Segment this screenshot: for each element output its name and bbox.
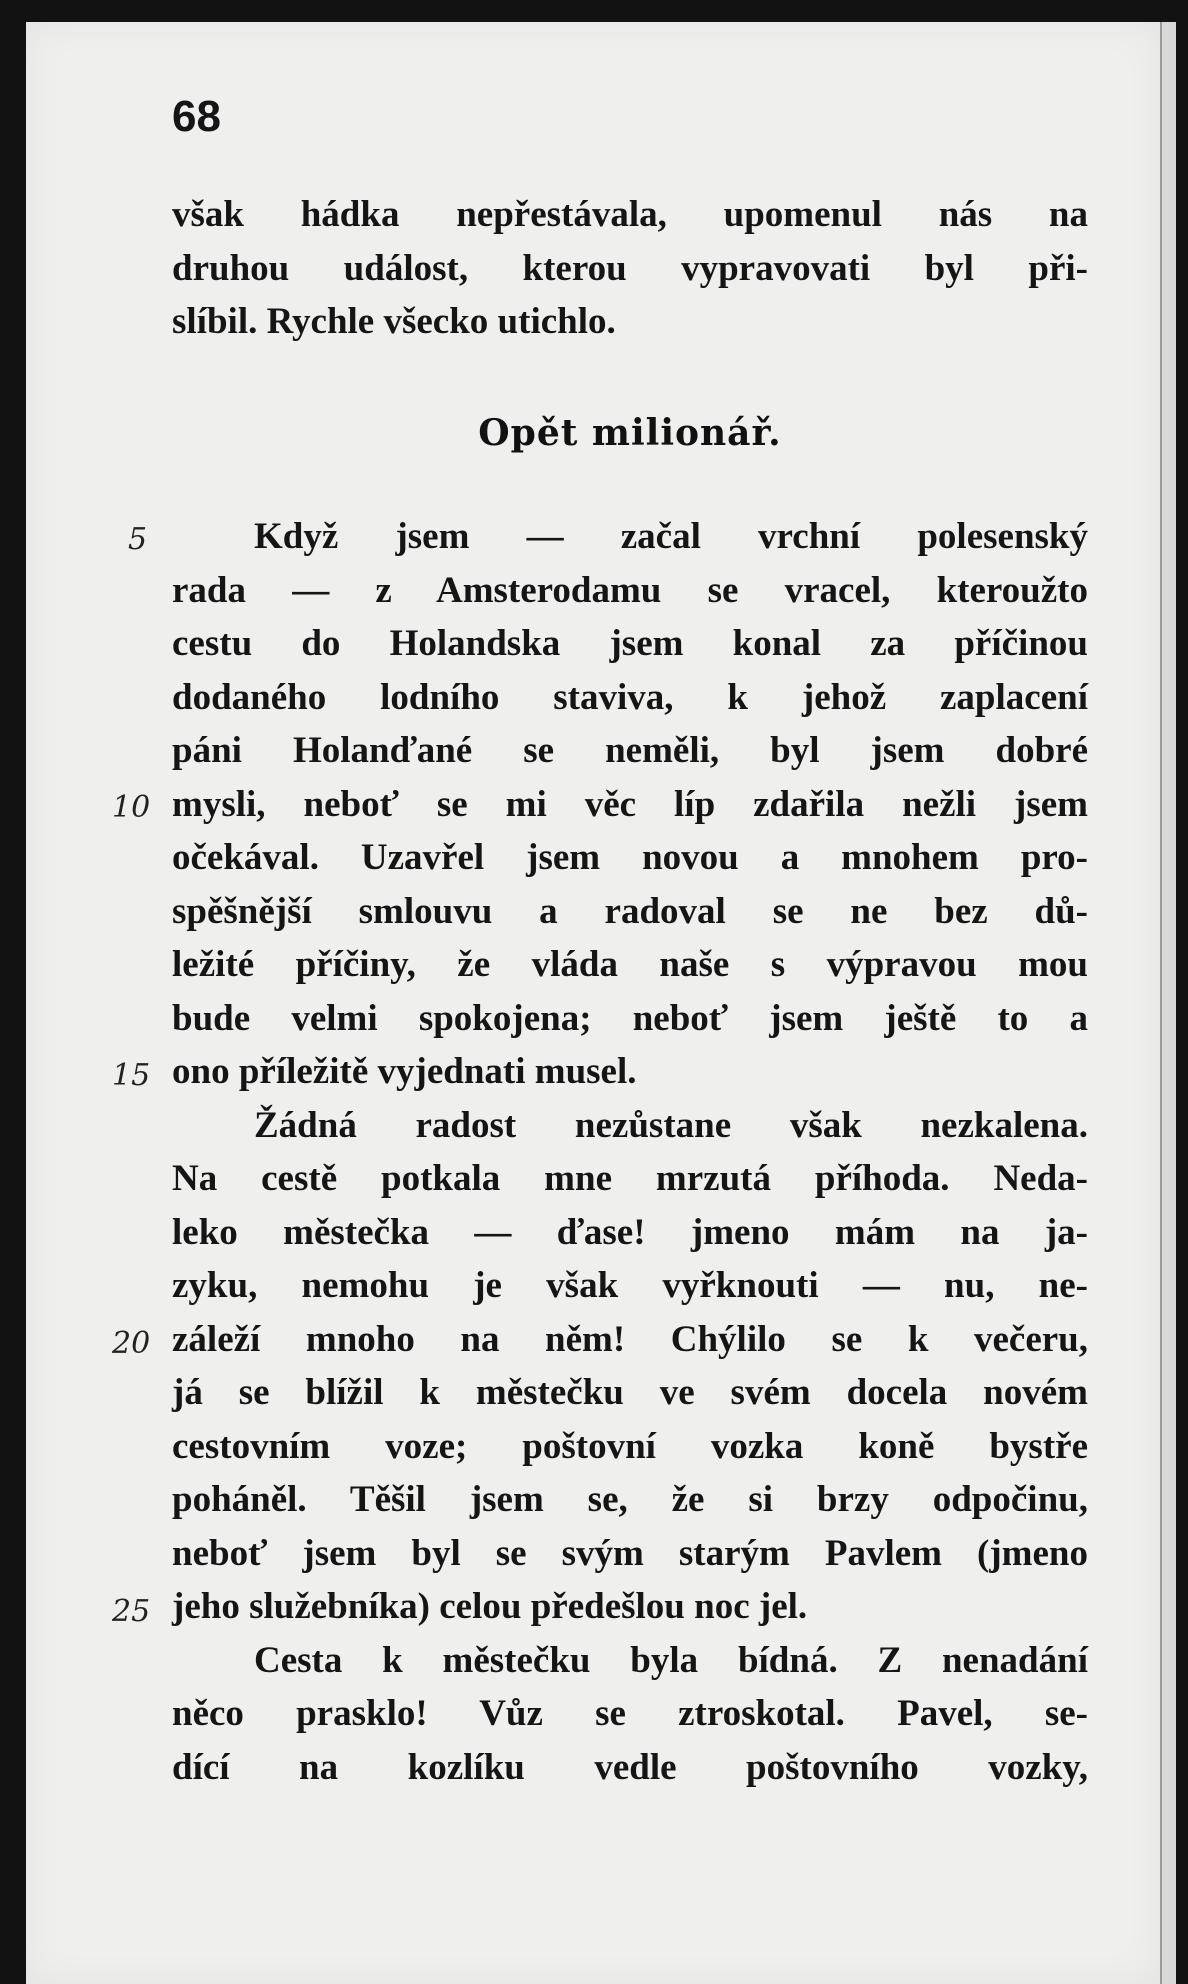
margin-line-number: 15 — [112, 1058, 151, 1093]
text-line: Žádná radost nezůstane však nezkalena. — [254, 1104, 1088, 1146]
text-line: Na cestě potkala mne mrzutá příhoda. Neda- — [172, 1158, 1088, 1199]
text-line: mysli, neboť se mi věc líp zdařila nežli jsem — [172, 783, 1088, 825]
intro-paragraph — [172, 188, 1088, 349]
text-line: poháněl. Těšil jsem se, že si brzy odpočinu, — [172, 1479, 1088, 1520]
margin-line-number: 20 — [112, 1326, 151, 1361]
text-line: dící na kozlíku vedle poštovního vozky, — [172, 1746, 1088, 1788]
text-line: neboť jsem byl se svým starým Pavlem (jmeno — [172, 1532, 1088, 1574]
page-edge — [1160, 22, 1176, 1984]
text-line: očekával. Uzavřel jsem novou a mnohem pro- — [172, 837, 1088, 878]
margin-line-number: 25 — [112, 1594, 151, 1629]
text-line: spěšnější smlouvu a radoval se ne bez dů- — [172, 890, 1088, 932]
margin-line-number: 10 — [112, 790, 151, 825]
text-line: zyku, nemohu je však vyřknouti — nu, ne- — [172, 1265, 1088, 1306]
text-line: ono příležitě vyjednati musel. — [172, 1051, 637, 1092]
text-line: jeho služebníka) celou předešlou noc jel. — [172, 1586, 808, 1627]
text-line: bude velmi spokojena; neboť jsem ještě to a — [172, 997, 1088, 1039]
page-number: 68 — [172, 92, 221, 141]
text-line: cestovním voze; poštovní vozka koně bystře — [172, 1425, 1088, 1467]
text-line: dodaného lodního staviva, k jehož zaplacení — [172, 676, 1088, 718]
margin-line-number: 5 — [128, 522, 148, 557]
text-line: cestu do Holandska jsem konal za příčinou — [172, 623, 1088, 664]
text-line: páni Holanďané se neměli, byl jsem dobré — [172, 730, 1088, 771]
text-line: záleží mnoho na něm! Chýlilo se k večeru, — [172, 1318, 1088, 1360]
text-line: já se blížil k městečku ve svém docela novém — [172, 1372, 1088, 1413]
text-line: ležité příčiny, že vláda naše s výpravou mou — [172, 944, 1088, 985]
text-line: leko městečka — ďase! jmeno mám na ja- — [172, 1211, 1088, 1253]
text-line: Když jsem — začal vrchní polesenský — [254, 516, 1088, 557]
text-line: něco prasklo! Vůz se ztroskotal. Pavel, se- — [172, 1693, 1088, 1734]
section-heading: Opět milionář. — [478, 412, 782, 454]
text-line: však hádka nepřestávala, upomenul nás na — [172, 194, 1088, 235]
text-line: slíbil. Rychle všecko utichlo. — [172, 301, 616, 342]
text-line: druhou událost, kterou vypravovati byl při- — [172, 247, 1088, 289]
body-text — [172, 510, 1088, 1794]
text-line: rada — z Amsterodamu se vracel, kteroužto — [172, 569, 1088, 611]
text-line: Cesta k městečku byla bídná. Z nenadání — [254, 1639, 1088, 1681]
